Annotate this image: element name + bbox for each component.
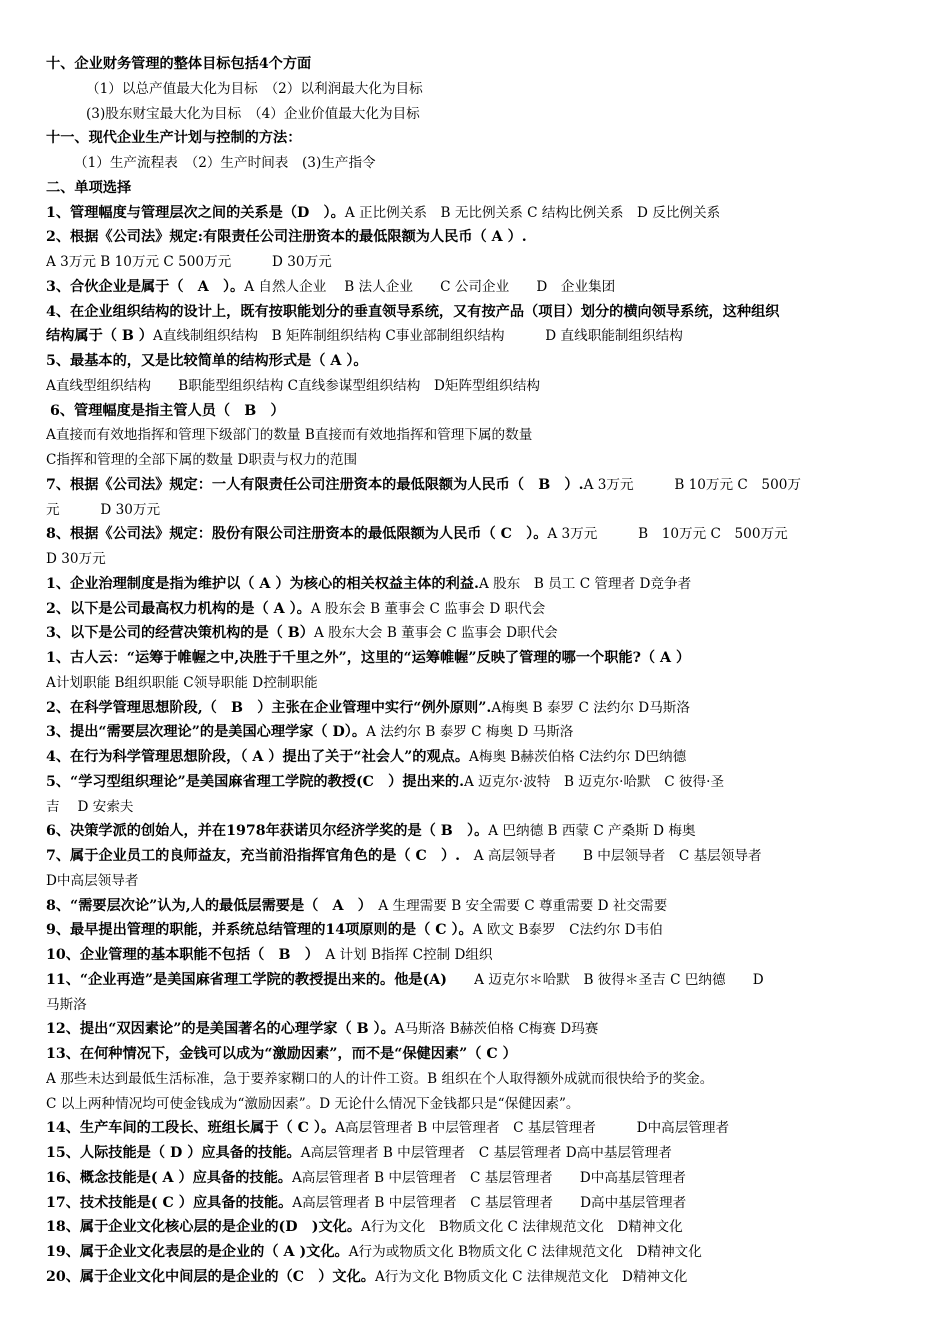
question-text: 二、单项选择 — [46, 179, 132, 196]
text-line — [46, 696, 908, 721]
question-text: 5、最基本的，又是比较简单的结构形式是（ A ）。 — [46, 353, 368, 369]
options-text: A梅奥 B 泰罗 C 法约尔 D马斯洛 — [491, 699, 690, 716]
text-line — [46, 819, 908, 844]
question-text: 6、决策学派的创始人，并在1978年获诺贝尔经济学奖的是（ B ）。 — [46, 823, 489, 840]
options-text: A计划职能 B组织职能 C领导职能 D控制职能 — [46, 674, 318, 691]
options-text: A 生理需要 B 安全需要 C 尊重需要 D 社交需要 — [364, 897, 668, 914]
text-line — [46, 1116, 908, 1141]
options-text: A 高层领导者 B 中层领导者 C 基层领导者 — [460, 848, 762, 864]
text-line — [46, 522, 908, 547]
options-text: A 自然人企业 B 法人企业 C 公司企业 D 企业集团 — [244, 278, 616, 295]
question-text: 7、属于企业员工的良师益友，充当前沿指挥官角色的是（ C ）. — [46, 848, 461, 864]
options-text: A 那些未达到最低生活标准，急于要养家糊口的人的计件工资。B 组织在个人取得额外成就而很快给予的奖金。 — [46, 1070, 714, 1087]
text-line — [46, 275, 908, 300]
options-text: C指挥和管理的全部下属的数量 D职责与权力的范围 — [46, 452, 358, 468]
question-text: 6、管理幅度是指主管人员（ B ） — [50, 402, 285, 419]
options-text: A 法约尔 B 泰罗 C 梅奥 D 马斯洛 — [366, 724, 574, 741]
options-text: A高层管理者 B 中层管理者 C 基层管理者 D高中基层管理者 — [292, 1194, 687, 1211]
options-text: 马斯洛 — [46, 996, 87, 1013]
question-text: 2、在科学管理思想阶段,（ B ）主张在企业管理中实行“例外原则”. — [46, 699, 492, 716]
text-line — [46, 498, 908, 523]
question-text: 18、属于企业文化核心层的是企业的(D )文化。 — [46, 1219, 362, 1236]
question-text: 3、提出“需要层次理论”的是美国心理学家（ D）。 — [46, 724, 367, 741]
options-text: A直线型组织结构 B职能型组织结构 C直线参谋型组织结构 D矩阵型组织结构 — [46, 377, 541, 394]
text-line — [46, 448, 908, 473]
options-text: A 计划 B指挥 C控制 D组织 — [311, 947, 493, 963]
question-text: 5、“学习型组织理论”是美国麻省理工学院的教授(C ）提出来的. — [46, 773, 465, 790]
options-text: A直接而有效地指挥和管理下级部门的数量 B直接而有效地指挥和管理下属的数量 — [46, 427, 533, 444]
options-text: D中高层领导者 — [46, 872, 139, 889]
options-text: A行为文化 B物质文化 C 法律规范文化 D精神文化 — [361, 1219, 683, 1236]
options-text: A直线制组织结构 B 矩阵制组织结构 C事业部制组织结构 D 直线职能制组织结构 — [153, 328, 683, 345]
options-text: A 股东 B 员工 C 管理者 D竞争者 — [478, 575, 692, 592]
options-text: A高层管理者 B 中层管理者 C 基层管理者 D高中基层管理者 — [300, 1145, 672, 1161]
text-line — [46, 894, 908, 919]
text-line — [46, 671, 908, 696]
options-text: （1）生产流程表 （2）生产时间表 (3)生产指令 — [74, 155, 376, 171]
text-line — [46, 201, 908, 226]
text-line — [46, 597, 908, 622]
text-line — [46, 1092, 908, 1117]
question-text: 19、属于企业文化表层的是企业的（ A )文化。 — [46, 1244, 349, 1260]
options-text: A 股东大会 B 董事会 C 监事会 D职代会 — [314, 625, 558, 642]
text-line — [46, 1017, 908, 1042]
text-line — [46, 399, 908, 424]
text-line — [46, 126, 908, 151]
question-text: 4、在企业组织结构的设计上，既有按职能划分的垂直领导系统，又有按产品（项目）划分的横向领导系统，这种组织 — [46, 303, 780, 320]
question-text: 十、企业财务管理的整体目标包括4个方面 — [46, 56, 312, 72]
text-line — [46, 795, 908, 820]
question-text: 9、最早提出管理的职能，并系统总结管理的14项原则的是（ C ）。 — [46, 922, 473, 939]
question-text: 2、根据《公司法》规定:有限责任公司注册资本的最低限额为人民币（ A ）. — [46, 229, 527, 246]
options-text: A高层管理者 B 中层管理者 C 基层管理者 D中高基层管理者 — [291, 1169, 686, 1186]
options-text: A梅奥 B赫茨伯格 C法约尔 D巴纳德 — [469, 749, 687, 765]
question-text: 结构属于（ B ） — [46, 328, 153, 345]
text-line — [46, 943, 908, 968]
options-text: A行为文化 B物质文化 C 法律规范文化 D精神文化 — [374, 1268, 688, 1285]
options-text: 元 D 30万元 — [46, 501, 161, 518]
text-line — [46, 349, 908, 374]
text-line — [46, 770, 908, 795]
text-line — [46, 374, 908, 399]
text-line — [46, 547, 908, 572]
options-text: A马斯洛 B赫茨伯格 C梅赛 D玛赛 — [394, 1021, 599, 1038]
text-line — [46, 1042, 908, 1067]
question-text: 3、合伙企业是属于（ A ）。 — [46, 278, 245, 295]
text-line — [46, 720, 908, 745]
document-body — [46, 52, 908, 1290]
question-text: 8、根据《公司法》规定：股份有限公司注册资本的最低限额为人民币（ C ）。 — [46, 526, 548, 543]
options-text: A 3万元 B 10万元 C 500万 — [583, 476, 801, 493]
text-line — [46, 102, 908, 127]
text-line — [46, 473, 908, 498]
text-line — [46, 1141, 908, 1166]
options-text: A 欧文 B泰罗 C法约尔 D韦伯 — [472, 922, 663, 939]
options-text: A 迈克尔＊哈默 B 彼得＊圣吉 C 巴纳德 D — [447, 971, 764, 988]
text-line — [46, 225, 908, 250]
question-text: 16、概念技能是( A ）应具备的技能。 — [46, 1169, 292, 1186]
options-text: A 正比例关系 B 无比例关系 C 结构比例关系 D 反比例关系 — [344, 204, 721, 221]
options-text: A 巴纳德 B 西蒙 C 产桑斯 D 梅奥 — [488, 823, 696, 840]
text-line — [46, 151, 908, 176]
text-line — [46, 1166, 908, 1191]
question-text: 10、企业管理的基本职能不包括（ B ） — [46, 947, 312, 963]
text-line — [46, 572, 908, 597]
question-text: 13、在何种情况下，金钱可以成为“激励因素”，而不是“保健因素”（ C ） — [46, 1046, 517, 1062]
question-text: 3、以下是公司的经营决策机构的是（ B） — [46, 625, 314, 642]
question-text: 20、属于企业文化中间层的是企业的（C ）文化。 — [46, 1268, 375, 1285]
options-text: A 股东会 B 董事会 C 监事会 D 职代会 — [310, 600, 546, 617]
question-text: 15、人际技能是（ D ）应具备的技能。 — [46, 1145, 301, 1161]
question-text: 12、提出“双因素论”的是美国著名的心理学家（ B ）。 — [46, 1021, 395, 1038]
question-text: 1、古人云：“运筹于帷幄之中,决胜于千里之外”，这里的“运筹帷幄”反映了管理的哪一个职能?（ A ） — [46, 650, 691, 666]
text-line — [46, 621, 908, 646]
text-line — [46, 745, 908, 770]
question-text: 8、“需要层次论”认为,人的最低层需要是（ A ） — [46, 897, 365, 914]
text-line — [46, 869, 908, 894]
text-line — [46, 918, 908, 943]
text-line — [46, 993, 908, 1018]
options-text: (3)股东财宝最大化为目标 （4）企业价值最大化为目标 — [86, 105, 420, 122]
options-text: C 以上两种情况均可使金钱成为“激励因素”。D 无论什么情况下金钱都只是“保健因素”。 — [46, 1095, 580, 1112]
text-line — [46, 52, 908, 77]
text-line — [46, 324, 908, 349]
options-text: A 3万元 B 10万元 C 500万元 D 30万元 — [46, 254, 332, 270]
text-line — [46, 1067, 908, 1092]
options-text: 吉 D 安索夫 — [46, 798, 134, 815]
text-line — [46, 844, 908, 869]
question-text: 17、技术技能是( C ）应具备的技能。 — [46, 1194, 293, 1211]
text-line — [46, 1215, 908, 1240]
question-text: 十一、现代企业生产计划与控制的方法： — [46, 130, 302, 147]
options-text: （1）以总产值最大化为目标 （2）以利润最大化为目标 — [86, 80, 423, 97]
text-line — [46, 176, 908, 201]
options-text: A行为或物质文化 B物质文化 C 法律规范文化 D精神文化 — [348, 1244, 702, 1260]
text-line — [46, 968, 908, 993]
text-line — [46, 1191, 908, 1216]
question-text: 1、企业治理制度是指为维护以（ A ）为核心的相关权益主体的利益. — [46, 575, 479, 592]
question-text: 2、以下是公司最高权力机构的是（ A ）。 — [46, 600, 311, 617]
options-text: D 30万元 — [46, 551, 106, 567]
question-text: 7、根据《公司法》规定：一人有限责任公司注册资本的最低限额为人民币（ B ）. — [46, 476, 584, 493]
question-text: 11、“企业再造”是美国麻省理工学院的教授提出来的。他是(A) — [46, 971, 447, 988]
text-line — [46, 77, 908, 102]
options-text: A 3万元 B 10万元 C 500万元 — [547, 526, 788, 543]
options-text: A 迈克尔·波特 B 迈克尔·哈默 C 彼得·圣 — [464, 773, 725, 790]
question-text: 1、管理幅度与管理层次之间的关系是（D ）。 — [46, 204, 345, 221]
text-line — [46, 1265, 908, 1290]
text-line — [46, 646, 908, 671]
text-line — [46, 1240, 908, 1265]
options-text: A高层管理者 B 中层管理者 C 基层管理者 D中高层管理者 — [335, 1120, 730, 1137]
text-line — [46, 250, 908, 275]
question-text: 14、生产车间的工段长、班组长属于（ C ）。 — [46, 1120, 336, 1137]
question-text: 4、在行为科学管理思想阶段，（ A ）提出了关于“社会人”的观点。 — [46, 749, 470, 765]
text-line — [46, 423, 908, 448]
text-line — [46, 300, 908, 325]
